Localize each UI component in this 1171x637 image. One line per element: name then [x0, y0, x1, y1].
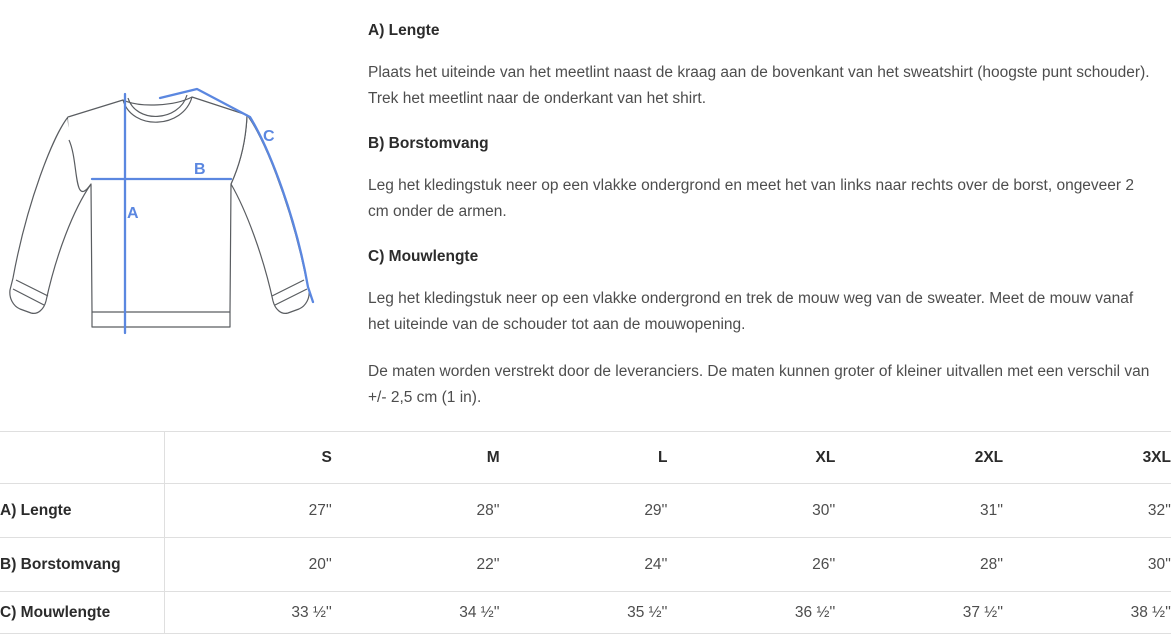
- cell-borstomvang-3xl: 30'': [1003, 538, 1171, 592]
- cell-borstomvang-xl: 26'': [667, 538, 835, 592]
- column-header-m: M: [486, 448, 500, 466]
- sweatshirt-measurement-diagram: [0, 0, 360, 360]
- section-body-borstomvang: Leg het kledingstuk neer op een vlakke ondergrond en meet het van links naar rechts over de borst, ongeveer 2 cm onder de armen.: [368, 177, 1135, 220]
- column-header-l: L: [658, 448, 668, 466]
- cell-mouwlengte-m: 34 ½'': [332, 592, 500, 634]
- table-row-lengte: [0, 484, 1171, 538]
- cell-mouwlengte-xl: 36 ½'': [667, 592, 835, 634]
- measure-label-b: B: [194, 161, 206, 178]
- size-table-corner-cell: [0, 432, 164, 484]
- column-header-2xl: 2XL: [974, 448, 1004, 466]
- row-label-lengte: A) Lengte: [0, 484, 164, 538]
- cell-lengte-s: 27'': [164, 484, 332, 538]
- cell-mouwlengte-3xl: 38 ½'': [1003, 592, 1171, 634]
- section-body-mouwlengte: Leg het kledingstuk neer op een vlakke ondergrond en trek de mouw weg van de sweater. Meet de mouw vanaf het uiteinde van de schouder tot aan de mouwopening.: [368, 290, 1134, 333]
- cell-lengte-l: 29'': [500, 484, 668, 538]
- cell-lengte-3xl: 32'': [1003, 484, 1171, 538]
- cell-mouwlengte-2xl: 37 ½'': [835, 592, 1003, 634]
- section-heading-lengte: A) Lengte: [368, 22, 440, 39]
- cell-lengte-m: 28'': [332, 484, 500, 538]
- cell-mouwlengte-s: 33 ½'': [164, 592, 332, 634]
- cell-lengte-xl: 30'': [667, 484, 835, 538]
- table-row-mouwlengte: [0, 592, 1171, 634]
- measure-label-c: C: [263, 128, 275, 145]
- disclaimer-text: De maten worden verstrekt door de leveranciers. De maten kunnen groter of kleiner uitvallen met een verschil van +/- 2,5 cm (1 in).: [368, 363, 1150, 406]
- size-table: [0, 431, 1171, 634]
- cell-borstomvang-m: 22'': [332, 538, 500, 592]
- section-heading-borstomvang: B) Borstomvang: [368, 135, 489, 152]
- cell-lengte-2xl: 31'': [835, 484, 1003, 538]
- section-heading-mouwlengte: C) Mouwlengte: [368, 248, 479, 265]
- measure-label-a: A: [127, 205, 139, 222]
- cell-borstomvang-l: 24'': [500, 538, 668, 592]
- row-label-mouwlengte: C) Mouwlengte: [0, 592, 164, 634]
- cell-borstomvang-2xl: 28'': [835, 538, 1003, 592]
- table-row-borstomvang: [0, 538, 1171, 592]
- column-header-xl: XL: [815, 448, 836, 466]
- column-header-3xl: 3XL: [1142, 448, 1171, 466]
- column-header-s: S: [321, 448, 332, 466]
- row-label-borstomvang: B) Borstomvang: [0, 538, 164, 592]
- section-body-lengte: Plaats het uiteinde van het meetlint naast de kraag aan de bovenkant van het sweatshirt (hoogste punt schouder). Trek het meetlint naar de onderkant van het shirt.: [368, 64, 1150, 107]
- cell-mouwlengte-l: 35 ½'': [500, 592, 668, 634]
- measurement-instructions: [368, 20, 1153, 432]
- cell-borstomvang-s: 20'': [164, 538, 332, 592]
- size-table-header-row: [0, 432, 1171, 484]
